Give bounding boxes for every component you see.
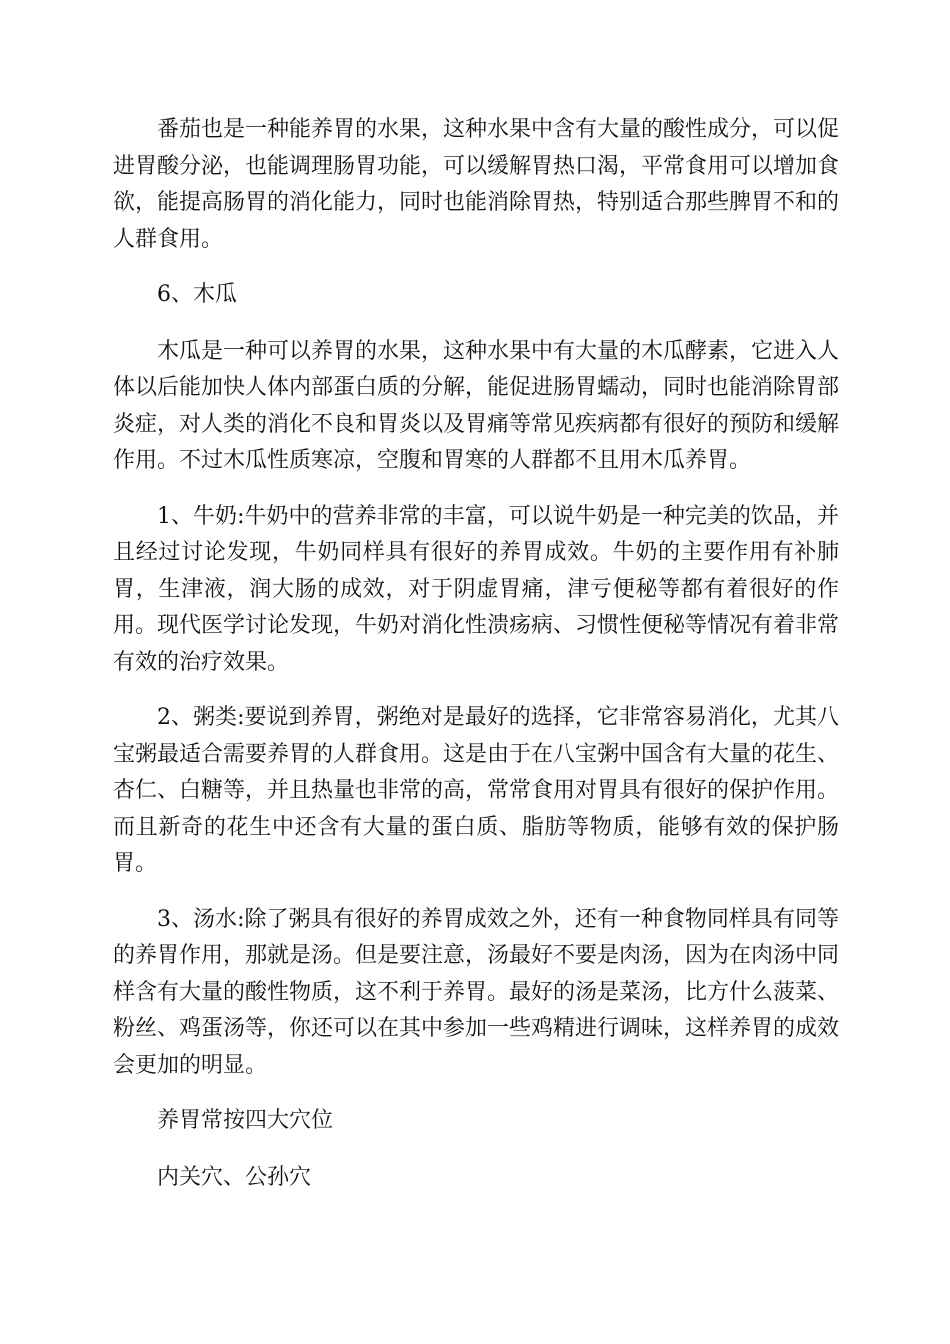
paragraph-tomato: 番茄也是一种能养胃的水果，这种水果中含有大量的酸性成分，可以促进胃酸分泌，也能调理肠胃功能，可以缓解胃热口渴，平常食用可以增加食欲，能提高肠胃的消化能力，同时也能消除胃热，特别适合那些脾胃不和的人群食用。: [113, 117, 840, 252]
paragraph-milk: 1、牛奶:牛奶中的营养非常的丰富，可以说牛奶是一种完美的饮品，并且经过讨论发现，牛奶同样具有很好的养胃成效。牛奶的主要作用有补肺胃，生津液，润大肠的成效，对于阴虚胃痛，津亏便秘等都有着很好的作用。现代医学讨论发现，牛奶对消化性溃疡病、习惯性便秘等情况有着非常有效的治疗效果。: [113, 503, 840, 675]
paragraph-papaya: 木瓜是一种可以养胃的水果，这种水果中有大量的木瓜酵素，它进入人体以后能加快人体内部蛋白质的分解，能促进肠胃蠕动，同时也能消除胃部炎症，对人类的消化不良和胃炎以及胃痛等常见疾病都有很好的预防和缓解作用。不过木瓜性质寒凉，空腹和胃寒的人群都不且用木瓜养胃。: [113, 338, 840, 473]
paragraph-porridge: 2、粥类:要说到养胃，粥绝对是最好的选择，它非常容易消化，尤其八宝粥最适合需要养胃的人群食用。这是由于在八宝粥中国含有大量的花生、杏仁、白糖等，并且热量也非常的高，常常食用对胃具有很好的保护作用。而且新奇的花生中还含有大量的蛋白质、脂肪等物质，能够有效的保护肠胃。: [113, 705, 840, 876]
subheading-acupoints: 内关穴、公孙穴: [157, 1164, 312, 1190]
paragraph-soup: 3、汤水:除了粥具有很好的养胃成效之外，还有一种食物同样具有同等的养胃作用，那就是汤。但是要注意，汤最好不要是肉汤，因为在肉汤中同样含有大量的酸性物质，这不利于养胃。最好的汤是菜汤，比方什么菠菜、粉丝、鸡蛋汤等，你还可以在其中参加一些鸡精进行调味，这样养胃的成效会更加的明显。: [113, 906, 840, 1078]
section-heading-acupoints: 养胃常按四大穴位: [157, 1108, 334, 1133]
section-heading-papaya: 6、木瓜: [157, 282, 237, 307]
document-body: [113, 112, 839, 1216]
